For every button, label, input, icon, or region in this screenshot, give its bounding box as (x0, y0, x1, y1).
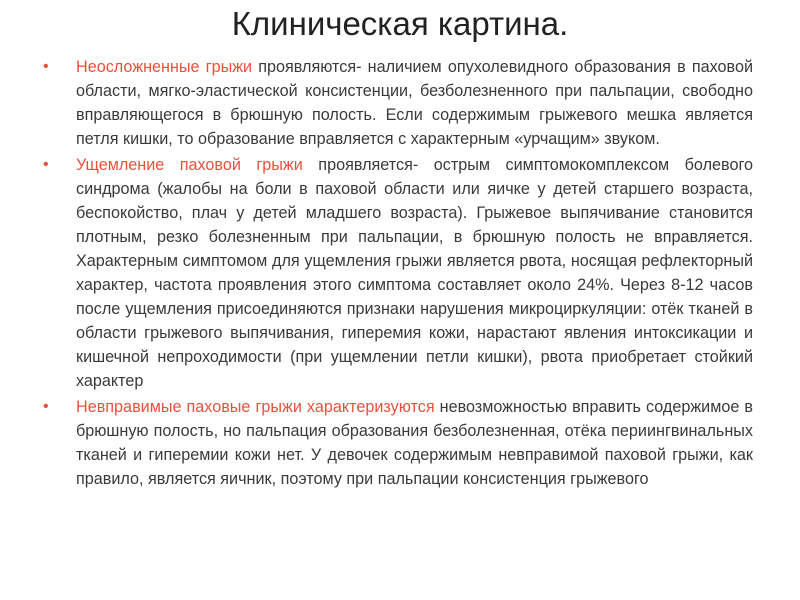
slide-title: Клиническая картина. (231, 5, 569, 42)
bullet-dot-icon: • (43, 398, 49, 415)
bullet-dot-icon: • (43, 156, 49, 173)
bullet-text: проявляются- наличием опухолевидного образования в паховой области, мягко-эластической консистенции, безболезненного при пальпации, свободно вправляющегося в брюшную полость. Если содержимым грыжевого мешка является петля кишки, то образование вправляется с характерным «урчащим» звуком. (76, 58, 753, 148)
bullet-text: невозможностью вправить содержимое в брюшную полость, но пальпация образования безболезненная, отёка периингвинальных тканей и гиперемии кожи нет. У девочек содержимым невправимой паховой грыжи, как правило, является яичник, поэтому при пальпации консистенция грыжевого (76, 398, 753, 488)
bullet-highlight: Невправимые паховые грыжи характеризуются (76, 398, 435, 416)
bullet-item-strangulation (41, 153, 753, 393)
bullet-item-irreducible (41, 395, 753, 491)
bullet-highlight: Ущемление паховой грыжи (76, 156, 303, 174)
bullet-text: проявляется- острым симптомокомплексом болевого синдрома (жалобы на боли в паховой области или яичке у детей старшего возраста, беспокойство, плач у детей младшего возраста). Грыжевое выпячивание становится плотным, резко болезненным при пальпации, в брюшную полость не вправляется. Характерным симптомом для ущемления грыжи является рвота, носящая рефлекторный характер, частота проявления этого симптома составляет около 24%. Через 8-12 часов после ущемления присоединяются признаки нарушения микроциркуляции: отёк тканей в области грыжевого выпячивания, гиперемия кожи, нарастают явления интоксикации и кишечной непроходимости (при ущемлении петли кишки), рвота приобретает стойкий характер (76, 156, 753, 390)
bullet-list (41, 55, 753, 493)
bullet-item-uncomplicated (41, 55, 753, 151)
bullet-highlight: Неосложненные грыжи (76, 58, 253, 76)
bullet-dot-icon: • (43, 58, 49, 75)
